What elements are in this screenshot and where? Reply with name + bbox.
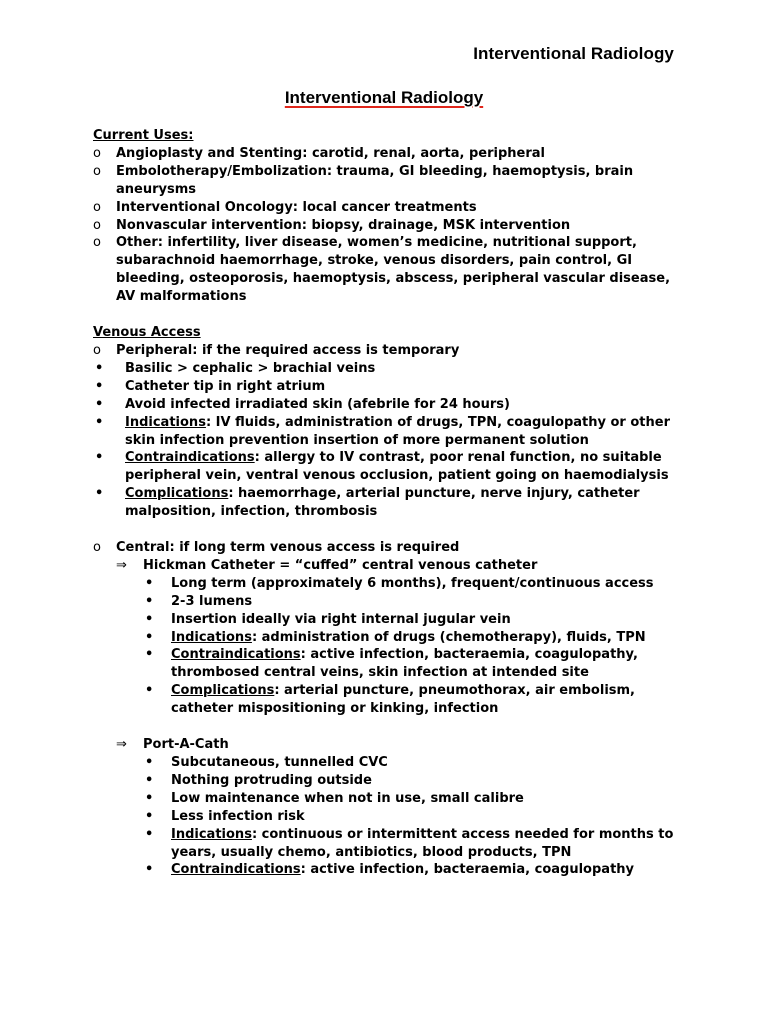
- list-item-text: Avoid infected irradiated skin (afebrile for 24 hours): [125, 396, 510, 412]
- list-item: [93, 808, 683, 826]
- list-item-text: Long term (approximately 6 months), frequent/continuous access: [171, 575, 654, 591]
- term-label: Complications: [171, 683, 275, 699]
- list-item: [93, 611, 683, 629]
- bullet-marker: •: [145, 593, 154, 609]
- list-item: [93, 145, 683, 163]
- circle-marker: o: [93, 342, 101, 358]
- peripheral-sublist: [93, 360, 683, 521]
- list-item-text: : arterial puncture, pneumothorax, air embolism, catheter mispositioning or kinking, infection: [171, 683, 635, 717]
- list-item: [93, 861, 683, 879]
- current-uses-list: [93, 145, 683, 306]
- document-title-text: Interventional Radiology: [284, 88, 484, 107]
- central-item: [93, 539, 683, 557]
- list-item: [93, 163, 683, 199]
- term-label: Complications: [125, 486, 229, 502]
- term-label: Contraindications: [171, 862, 301, 878]
- venous-access-heading: Venous Access: [93, 325, 201, 341]
- list-item: [93, 217, 683, 235]
- list-item: [93, 593, 683, 611]
- list-item-text: : haemorrhage, arterial puncture, nerve injury, catheter malposition, infection, thrombosis: [125, 486, 640, 520]
- bullet-marker: •: [145, 826, 154, 842]
- list-item: [93, 826, 683, 862]
- bullet-marker: •: [95, 486, 104, 502]
- list-item-text: Nonvascular intervention: biopsy, drainage, MSK intervention: [116, 217, 571, 233]
- list-item-text: Subcutaneous, tunnelled CVC: [171, 755, 388, 770]
- list-item-text: Basilic > cephalic > brachial veins: [125, 360, 376, 376]
- port-sublist: [93, 754, 683, 879]
- list-item-text: 2-3 lumens: [171, 593, 253, 609]
- arrow-icon: ⇒: [116, 557, 127, 573]
- list-item: [93, 199, 683, 217]
- list-item: [93, 378, 683, 396]
- bullet-marker: •: [145, 772, 154, 788]
- list-item-text: : allergy to IV contrast, poor renal function, no suitable peripheral vein, ventral venous occlusion, patient going on haemodialysis: [125, 450, 669, 484]
- circle-marker: o: [93, 217, 101, 233]
- bullet-marker: •: [145, 790, 154, 806]
- list-item-text: : active infection, bacteraemia, coagulopathy, thrombosed central veins, skin infection at intended site: [171, 647, 638, 681]
- document-body: [93, 127, 683, 879]
- bullet-marker: •: [145, 755, 154, 770]
- list-item: [93, 414, 683, 450]
- bullet-marker: •: [145, 683, 154, 699]
- bullet-marker: •: [145, 575, 154, 591]
- bullet-marker: •: [95, 396, 104, 412]
- list-item-text: Catheter tip in right atrium: [125, 378, 326, 394]
- list-item-text: : administration of drugs (chemotherapy), fluids, TPN: [251, 629, 646, 645]
- list-item: [93, 790, 683, 808]
- list-item: [93, 682, 683, 718]
- circle-marker: o: [93, 145, 101, 161]
- list-item-text: : continuous or intermittent access needed for months to years, usually chemo, antibiotics, blood products, TPN: [171, 826, 674, 860]
- bullet-marker: •: [145, 808, 154, 824]
- bullet-marker: •: [145, 862, 154, 878]
- list-item: [93, 629, 683, 647]
- port-a-cath-item: [93, 736, 683, 754]
- list-item-text: Nothing protruding outside: [171, 772, 372, 788]
- hickman-sublist: [93, 575, 683, 718]
- bullet-marker: •: [95, 450, 104, 466]
- list-item: [93, 360, 683, 378]
- term-label: Indications: [171, 629, 252, 645]
- bullet-marker: •: [95, 414, 104, 430]
- list-item-text: Angioplasty and Stenting: carotid, renal, aorta, peripheral: [116, 145, 545, 161]
- list-item-text: Interventional Oncology: local cancer treatments: [116, 199, 477, 215]
- central-list: [93, 539, 683, 557]
- list-item-text: Other: infertility, liver disease, women’s medicine, nutritional support, subarachnoid haemorrhage, stroke, venous disorders, pain control, GI bleeding, osteoporosis, haemoptysis, abscess, peripheral vascular disease, AV malformations: [116, 235, 671, 305]
- list-item: [93, 575, 683, 593]
- list-item-text: Insertion ideally via right internal jugular vein: [171, 611, 511, 627]
- peripheral-item: [93, 342, 683, 360]
- bullet-marker: •: [145, 611, 154, 627]
- arrow-icon: ⇒: [116, 737, 127, 753]
- list-item: [93, 646, 683, 682]
- port-label: Port-A-Cath: [143, 737, 229, 753]
- list-item-text: Less infection risk: [171, 808, 305, 824]
- circle-marker: o: [93, 163, 101, 179]
- page-header: Interventional Radiology: [473, 44, 674, 63]
- list-item: [93, 234, 683, 306]
- central-label: Central: if long term venous access is required: [116, 540, 460, 556]
- hickman-catheter-item: [93, 557, 683, 575]
- circle-marker: o: [93, 199, 101, 215]
- bullet-marker: •: [145, 647, 154, 663]
- list-item: [93, 485, 683, 521]
- document-title: [0, 88, 768, 108]
- term-label: Indications: [125, 414, 206, 430]
- hickman-label: Hickman Catheter = “cuffed” central venous catheter: [143, 557, 538, 573]
- peripheral-label: Peripheral: if the required access is temporary: [116, 342, 460, 358]
- term-label: Indications: [171, 826, 252, 842]
- circle-marker: o: [93, 540, 101, 556]
- bullet-marker: •: [95, 360, 104, 376]
- list-item-text: Embolotherapy/Embolization: trauma, GI bleeding, haemoptysis, brain aneurysms: [116, 163, 634, 197]
- list-item-text: Low maintenance when not in use, small calibre: [171, 790, 524, 806]
- term-label: Contraindications: [171, 647, 301, 663]
- list-item-text: : active infection, bacteraemia, coagulopathy: [300, 862, 635, 878]
- current-uses-heading: Current Uses:: [93, 128, 194, 143]
- term-label: Contraindications: [125, 450, 255, 466]
- bullet-marker: •: [145, 629, 154, 645]
- list-item: [93, 396, 683, 414]
- list-item: [93, 772, 683, 790]
- list-item: [93, 754, 683, 772]
- circle-marker: o: [93, 235, 101, 251]
- venous-access-list: [93, 342, 683, 360]
- list-item: [93, 449, 683, 485]
- list-item-text: : IV fluids, administration of drugs, TPN, coagulopathy or other skin infection prevention insertion of more permanent solution: [125, 414, 670, 448]
- bullet-marker: •: [95, 378, 104, 394]
